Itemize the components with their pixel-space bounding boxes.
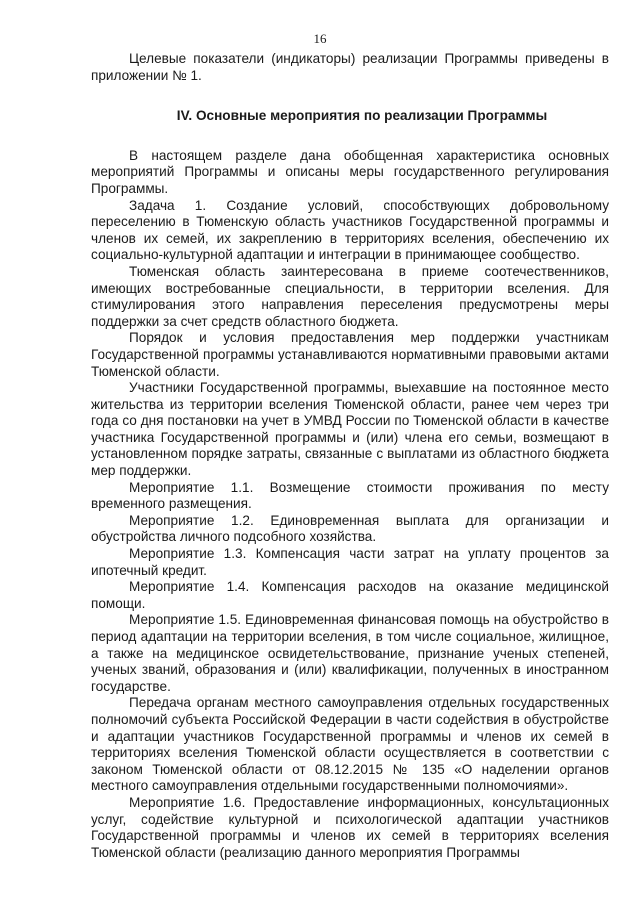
paragraph-measure-1-3: Мероприятие 1.3. Компенсация части затрат на уплату процентов за ипотечный кредит. (91, 546, 609, 578)
paragraph-task-1: Задача 1. Создание условий, способствующих добровольному переселению в Тюменскую область участников Государственной программы и членов их семей, их закреплению в территориях вселения, обеспечению их социально-культурной адаптации и интеграции в принимающее сообщество. (91, 197, 609, 263)
paragraph-support-procedure: Порядок и условия предоставления мер поддержки участникам Государственной программы устанавливаются нормативными правовыми актами Тюменской области. (91, 330, 609, 379)
intro-paragraph: Целевые показатели (индикаторы) реализации Программы приведены в приложении № 1. (91, 51, 609, 83)
paragraph-delegation: Передача органам местного самоуправления отдельных государственных полномочий субъекта Российской Федерации в части содействия в обустройстве и адаптации участников Государственной программы и членов их семей в территориях вселения Тюменской области осуществляется в соответствии с законом Тюменской области от 08.12.2015 № 135 «О наделении органов местного самоуправления отдельными государственными полномочиями». (91, 695, 609, 794)
paragraph-measure-1-6: Мероприятие 1.6. Предоставление информационных, консультационных услуг, содействие культурной и психологической адаптации участников Государственной программы и членов их семей в территориях вселения Тюменской области (реализацию данного мероприятия Программы (91, 794, 609, 860)
section-heading: IV. Основные мероприятия по реализации Программы (176, 108, 548, 124)
document-body (91, 51, 609, 861)
paragraph-measure-1-2: Мероприятие 1.2. Единовременная выплата для организации и обустройства личного подсобного хозяйства. (91, 512, 609, 545)
paragraph-region-interest: Тюменская область заинтересована в приеме соотечественников, имеющих востребованные специальности, в территории вселения. Для стимулирования этого направления переселения предусмотрены меры поддержки за счет средств областного бюджета. (91, 263, 609, 329)
paragraph-reimbursement: Участники Государственной программы, выехавшие на постоянное место жительства из территории вселения Тюменской области, ранее чем через три года со дня постановки на учет в УМВД России по Тюменской области в качестве участника Государственной программы и (или) члена его семьи, возмещают в установленном порядке затраты, связанные с выплатами из областного бюджета мер поддержки. (91, 380, 609, 479)
paragraph-section-overview: В настоящем разделе дана обобщенная характеристика основных мероприятий Программы и описаны меры государственного регулирования Программы. (91, 147, 609, 196)
page-number: 16 (313, 31, 327, 46)
paragraph-measure-1-4: Мероприятие 1.4. Компенсация расходов на оказание медицинской помощи. (91, 579, 609, 611)
paragraph-measure-1-1: Мероприятие 1.1. Возмещение стоимости проживания по месту временного размещения. (91, 479, 609, 512)
paragraph-measure-1-5: Мероприятие 1.5. Единовременная финансовая помощь на обустройство в период адаптации на территории вселения, в том числе социальное, жилищное, а также на медицинское освидетельствование, признание ученых степеней, ученых званий, образования и (или) квалификации, полученных в иностранном государстве. (91, 612, 609, 694)
